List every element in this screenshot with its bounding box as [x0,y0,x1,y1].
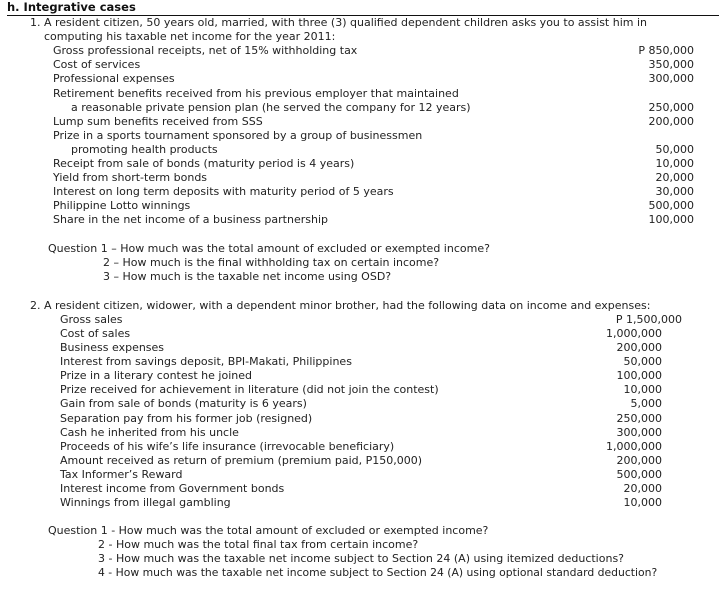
case2-item-amount: P 1,500,000 [615,313,682,326]
case2-item-label: Cash he inherited from his uncle [60,426,239,439]
case1-item-label: promoting health products [71,143,218,156]
case1-item-label: Cost of services [53,58,141,71]
case2-item-label: Tax Informer’s Reward [60,468,183,481]
case2-item-amount: 200,000 [616,454,662,467]
case2-item-label: Amount received as return of premium (premium paid, P150,000) [60,454,423,467]
case2-item-label: Proceeds of his wife’s life insurance (irrevocable beneficiary) [60,440,395,453]
case1-item-label: Professional expenses [53,72,175,85]
case1-item-amount: 300,000 [648,72,694,85]
case2-item-amount: 10,000 [623,383,662,396]
case1-item-label: Share in the net income of a business partnership [53,213,328,226]
case2-item-label: Interest income from Government bonds [60,482,285,495]
case1-item-label: Gross professional receipts, net of 15% withholding tax [53,44,358,57]
case1-question: Question 1 – How much was the total amount of excluded or exempted income? [48,242,490,255]
case2-item-label: Interest from savings deposit, BPI-Makati, Philippines [60,355,352,368]
case1-item-amount: 20,000 [655,171,694,184]
case1-item-amount: 30,000 [655,185,694,198]
case2-item-label: Separation pay from his former job (resigned) [60,412,313,425]
case2-item-label: Gain from sale of bonds (maturity is 6 years) [60,397,307,410]
case2-item-label: Gross sales [60,313,123,326]
case1-item-label: Prize in a sports tournament sponsored by a group of businessmen [53,129,423,142]
case1-question: 3 – How much is the taxable net income using OSD? [103,270,392,283]
case1-item-label: Lump sum benefits received from SSS [53,115,263,128]
case2-question: 3 - How much was the taxable net income subject to Section 24 (A) using itemized deductions? [98,552,625,565]
case2-item-label: Prize in a literary contest he joined [60,369,252,382]
case1-item-amount: 50,000 [655,143,694,156]
case1-item-amount: 10,000 [655,157,694,170]
case1-item-label: Philippine Lotto winnings [53,199,191,212]
case2-item-amount: 300,000 [616,426,662,439]
case2-item-label: Prize received for achievement in literature (did not join the contest) [60,383,439,396]
case2-item-amount: 1,000,000 [606,327,662,340]
case2-question: 4 - How much was the taxable net income subject to Section 24 (A) using optional standard deduction? [98,566,658,579]
case1-intro-line1: 1. A resident citizen, 50 years old, married, with three (3) qualified dependent children asks you to assist him in [30,16,647,29]
case1-item-amount: 200,000 [648,115,694,128]
case1-item-amount: 250,000 [648,101,694,114]
case2-item-amount: 5,000 [630,397,662,410]
case2-item-label: Cost of sales [60,327,131,340]
case1-item-label: Receipt from sale of bonds (maturity period is 4 years) [53,157,355,170]
case2-item-amount: 20,000 [623,482,662,495]
case2-question: Question 1 - How much was the total amount of excluded or exempted income? [48,524,489,537]
case2-item-amount: 100,000 [616,369,662,382]
case1-item-label: Interest on long term deposits with maturity period of 5 years [53,185,394,198]
case2-item-amount: 250,000 [616,412,662,425]
case2-intro: 2. A resident citizen, widower, with a dependent minor brother, had the following data on income and expenses: [30,299,651,312]
case1-question: 2 – How much is the final withholding tax on certain income? [103,256,440,269]
case2-item-amount: 200,000 [616,341,662,354]
case1-item-label: Retirement benefits received from his previous employer that maintained [53,87,459,100]
case1-item-label: a reasonable private pension plan (he served the company for 12 years) [71,101,471,114]
case2-item-label: Business expenses [60,341,165,354]
case2-item-amount: 500,000 [616,468,662,481]
case2-item-amount: 1,000,000 [606,440,662,453]
case2-item-amount: 10,000 [623,496,662,509]
case1-item-amount: 350,000 [648,58,694,71]
section-heading: h. Integrative cases [7,0,136,14]
case1-item-amount: 100,000 [648,213,694,226]
case2-question: 2 - How much was the total final tax from certain income? [98,538,419,551]
case2-item-label: Winnings from illegal gambling [60,496,231,509]
case1-intro-line2: computing his taxable net income for the year 2011: [44,30,336,43]
case1-item-label: Yield from short-term bonds [53,171,208,184]
case1-item-amount: 500,000 [648,199,694,212]
case1-item-amount: P 850,000 [638,44,694,57]
case2-item-amount: 50,000 [623,355,662,368]
